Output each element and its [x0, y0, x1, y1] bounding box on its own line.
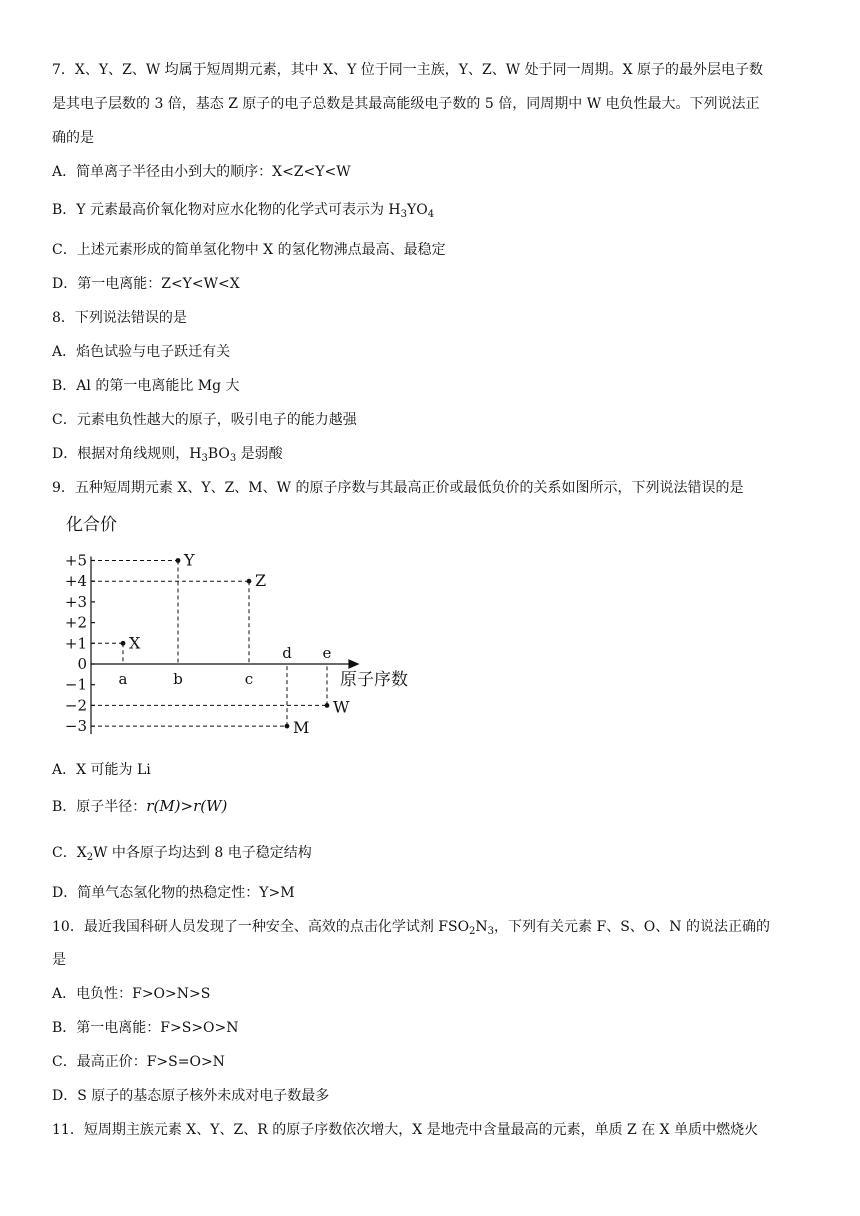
q7-option-c: C．上述元素形成的简单氢化物中 X 的氢化物沸点最高、最稳定 — [52, 242, 446, 258]
q10-option-b: B．第一电离能：F>S>O>N — [52, 1020, 239, 1036]
y-tick-label: −2 — [64, 696, 87, 715]
q10-option-d: D．S 原子的基态原子核外未成对电子数最多 — [52, 1088, 330, 1104]
q8-option-a: A．焰色试验与电子跃迁有关 — [52, 344, 231, 360]
x-tick-label: d — [282, 644, 292, 662]
q7-stem-line-1: 7．X、Y、Z、W 均属于短周期元素，其中 X、Y 位于同一主族，Y、Z、W 处于同一周期。X 原子的最外层电子数 — [52, 62, 764, 78]
y-axis-label: 化合价 — [66, 515, 117, 535]
valence-chart — [58, 508, 430, 748]
x-tick-label: e — [322, 644, 332, 662]
q10-stem-line-2: 是 — [52, 952, 66, 968]
y-tick-label: 0 — [77, 655, 87, 673]
point-label: Z — [255, 571, 267, 591]
y-tick-label: −3 — [64, 717, 87, 736]
data-point — [121, 641, 126, 646]
data-point — [247, 579, 252, 584]
q9-option-b: B．原子半径：r(M)>r(W) — [52, 797, 228, 815]
x-axis-arrow — [349, 660, 358, 668]
q8-option-c: C．元素电负性越大的原子，吸引电子的能力越强 — [52, 412, 357, 428]
y-tick-label: +4 — [64, 572, 87, 591]
q8-stem: 8．下列说法错误的是 — [52, 310, 187, 326]
data-point — [176, 558, 181, 563]
q8-option-d: D．根据对角线规则，$H_3BO_3$ 是弱酸 — [52, 446, 283, 464]
q10-option-c: C．最高正价：F>S=O>N — [52, 1054, 225, 1070]
q8-option-b: B．Al 的第一电离能比 Mg 大 — [52, 378, 240, 394]
x-axis-label: 原子序数 — [340, 670, 408, 690]
point-label: M — [293, 718, 310, 738]
y-tick-label: +5 — [64, 551, 87, 570]
q9-stem: 9．五种短周期元素 X、Y、Z、M、W 的原子序数与其最高正价或最低负价的关系如图所示，下列说法错误的是 — [52, 480, 744, 496]
y-tick-label: +1 — [64, 634, 87, 653]
point-label: W — [333, 697, 350, 717]
y-tick-label: +3 — [64, 592, 87, 611]
q9-option-c: C．$X_2W$ 中各原子均达到 8 电子稳定结构 — [52, 845, 312, 863]
q9-option-d: D．简单气态氢化物的热稳定性：Y>M — [52, 885, 295, 901]
x-tick-label: a — [118, 670, 128, 688]
q7-option-d: D．第一电离能：Z<Y<W<X — [52, 276, 240, 292]
q7-option-a: A．简单离子半径由小到大的顺序：X<Z<Y<W — [52, 164, 351, 180]
point-label: Y — [184, 550, 195, 570]
q10-option-a: A．电负性：F>O>N>S — [52, 986, 211, 1002]
x-tick-label: c — [244, 670, 254, 688]
point-label: X — [129, 633, 141, 653]
y-tick-label: −1 — [64, 675, 87, 694]
q7-stem-line-2: 是其电子层数的 3 倍，基态 Z 原子的电子总数是其最高能级电子数的 5 倍，同周期中 W 电负性最大。下列说法正 — [52, 96, 760, 112]
q10-stem-line-1: 10．最近我国科研人员发现了一种安全、高效的点击化学试剂 $FSO_2N_3$，下列有关元素 F、S、O、N 的说法正确的 — [52, 919, 770, 937]
q7-option-b: B．Y 元素最高价氧化物对应水化物的化学式可表示为 $H_3YO_4$ — [52, 202, 435, 220]
y-tick-label: +2 — [64, 613, 87, 632]
x-tick-label: b — [173, 670, 183, 688]
data-point — [325, 703, 330, 708]
q7-stem-line-3: 确的是 — [52, 130, 94, 146]
q9-option-a: A．X 可能为 Li — [52, 762, 151, 778]
data-point — [285, 724, 290, 729]
q11-stem: 11．短周期主族元素 X、Y、Z、R 的原子序数依次增大，X 是地壳中含量最高的元素，单质 Z 在 X 单质中燃烧火 — [52, 1122, 759, 1138]
